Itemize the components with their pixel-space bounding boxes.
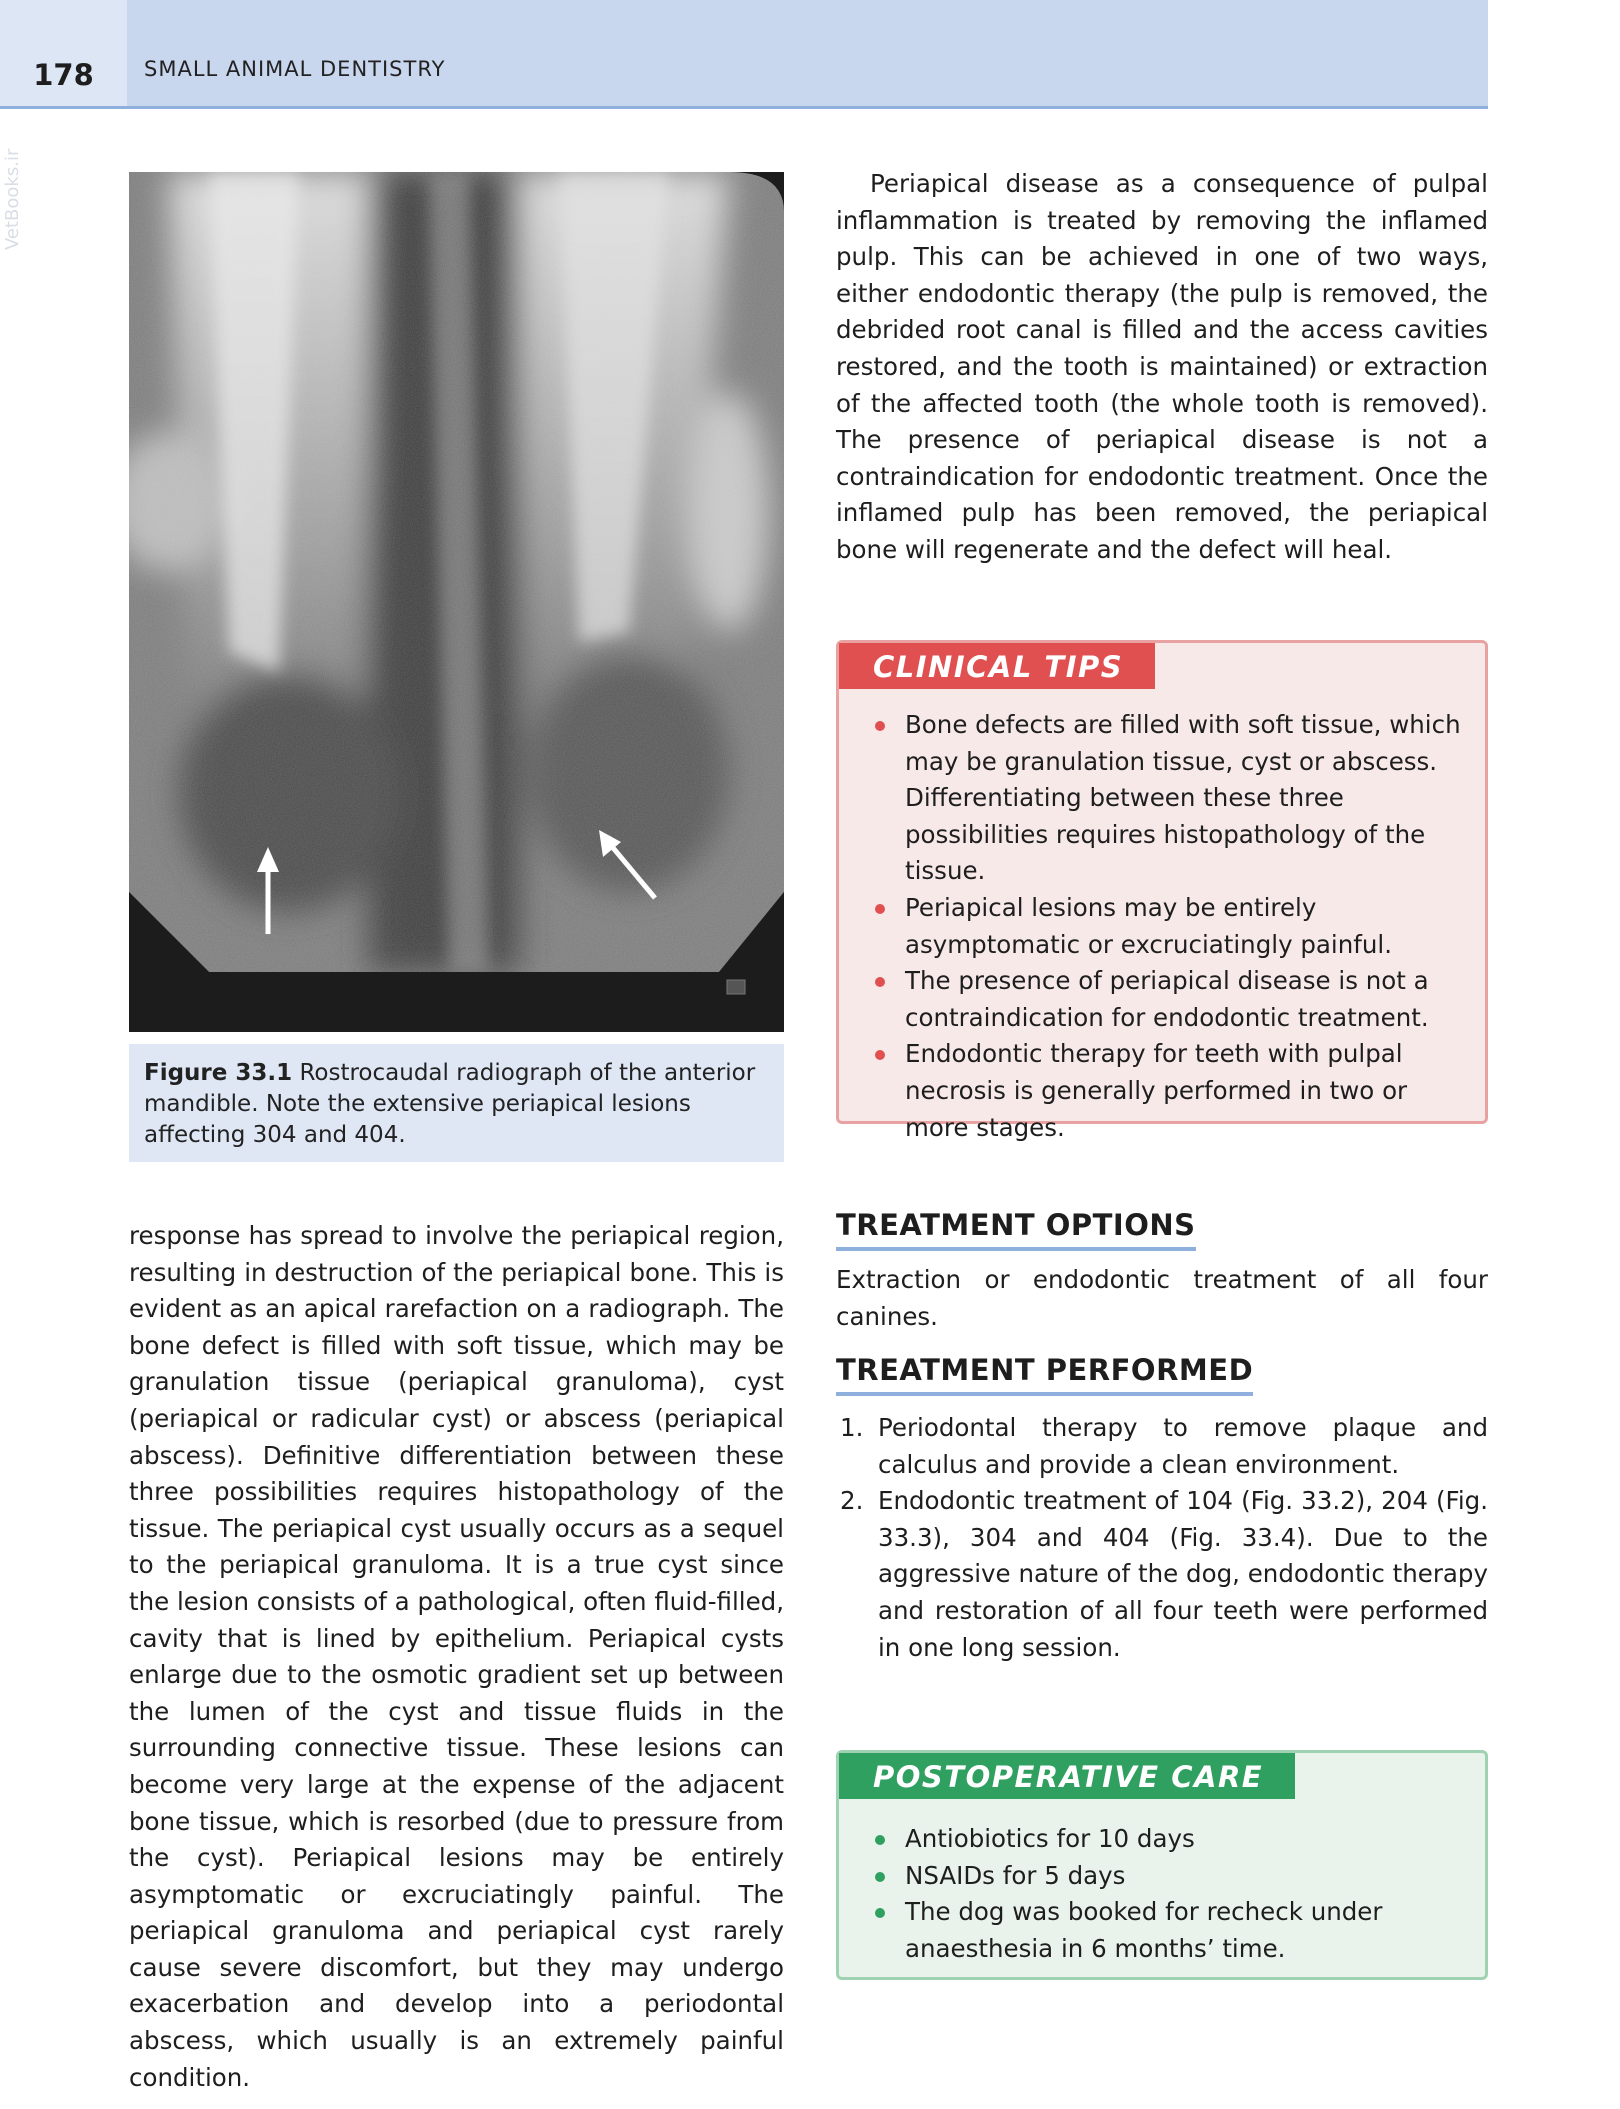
- clinical-tips-list: [873, 707, 1463, 1146]
- page-number: 178: [0, 0, 127, 106]
- list-item: The presence of periapical disease is not a contraindication for endodontic treatment.: [873, 963, 1463, 1036]
- treatment-options-text: Extraction or endodontic treatment of all four canines.: [836, 1265, 1488, 1331]
- list-item: Antiobiotics for 10 days: [873, 1821, 1463, 1858]
- figure-caption-text: Rostrocaudal radiograph of the anterior mandible. Note the extensive periapical lesions affecting 304 and 404.: [144, 1060, 756, 1148]
- radiograph-figure: [129, 172, 784, 1032]
- figure-caption: [129, 1044, 784, 1162]
- figure-label: Figure 33.1: [144, 1060, 293, 1086]
- list-item: [836, 1483, 1488, 1666]
- list-item: Bone defects are filled with soft tissue, which may be granulation tissue, cyst or abscess. Differentiating between these three possibilities requires histopathology of the tissue.: [873, 707, 1463, 890]
- running-title: SMALL ANIMAL DENTISTRY: [144, 57, 446, 81]
- treatment-performed-heading: TREATMENT PERFORMED: [836, 1353, 1253, 1396]
- list-item: NSAIDs for 5 days: [873, 1858, 1463, 1895]
- treatment-performed-list: [836, 1410, 1488, 1666]
- clinical-tips-title: CLINICAL TIPS: [839, 643, 1155, 689]
- list-text: Endodontic treatment of 104 (Fig. 33.2), 204 (Fig. 33.3), 304 and 404 (Fig. 33.4). Due to the aggressive nature of the dog, endodontic therapy and restoration of all four teeth were performed in one long session.: [878, 1486, 1488, 1662]
- postoperative-care-title: POSTOPERATIVE CARE: [839, 1753, 1295, 1799]
- clinical-tips-box: [836, 640, 1488, 1142]
- list-item: The dog was booked for recheck under anaesthesia in 6 months’ time.: [873, 1894, 1463, 1967]
- watermark-text: VetBooks.ir: [2, 148, 23, 250]
- treatment-options-heading: TREATMENT OPTIONS: [836, 1208, 1196, 1251]
- radiograph-image: [129, 172, 784, 1032]
- list-number: 2.: [840, 1486, 864, 1516]
- list-item: Periapical lesions may be entirely asymptomatic or excruciatingly painful.: [873, 890, 1463, 963]
- body-paragraph-left: response has spread to involve the periapical region, resulting in destruction of the periapical bone. This is evident as an apical rarefaction on a radiograph. The bone defect is filled with soft tissue, which may be granulation tissue (periapical granuloma), cyst (periapical or radicular cyst) or abscess (periapical abscess). Definitive differentiation between these three possibilities requires histopathology of the tissue. The periapical cyst usually occurs as a sequel to the periapical granuloma. It is a true cyst since the lesion consists of a pathological, often fluid-filled, cavity that is lined by epithelium. Periapical cysts enlarge due to the osmotic gradient set up between the lumen of the cyst and tissue fluids in the surrounding connective tissue. These lesions can become very large at the expense of the adjacent bone tissue, which is resorbed (due to pressure from the cyst). Periapical lesions may be entirely asymptomatic or excruciatingly painful. The periapical granuloma and periapical cyst rarely cause severe discomfort, but they may undergo exacerbation and develop into a periodontal abscess, which usually is an extremely painful condition.: [129, 1221, 784, 2092]
- postoperative-care-list: [873, 1821, 1463, 1967]
- page-header: [0, 0, 1488, 109]
- list-item: [836, 1410, 1488, 1483]
- postoperative-care-box: [836, 1750, 1488, 1980]
- list-text: Periodontal therapy to remove plaque and calculus and provide a clean environment.: [878, 1413, 1488, 1479]
- list-number: 1.: [840, 1413, 864, 1442]
- body-paragraph-intro: Periapical disease as a consequence of pulpal inflammation is treated by removing the inflamed pulp. This can be achieved in one of two ways, either endodontic therapy (the pulp is removed, the debrided root canal is filled and the access cavities restored, and the tooth is maintained) or extraction of the affected tooth (the whole tooth is removed). The presence of periapical disease is not a contraindication for endodontic treatment. Once the inflamed pulp has been removed, the periapical bone will regenerate and the defect will heal.: [836, 169, 1488, 564]
- list-item: Endodontic therapy for teeth with pulpal necrosis is generally performed in two or more stages.: [873, 1036, 1463, 1146]
